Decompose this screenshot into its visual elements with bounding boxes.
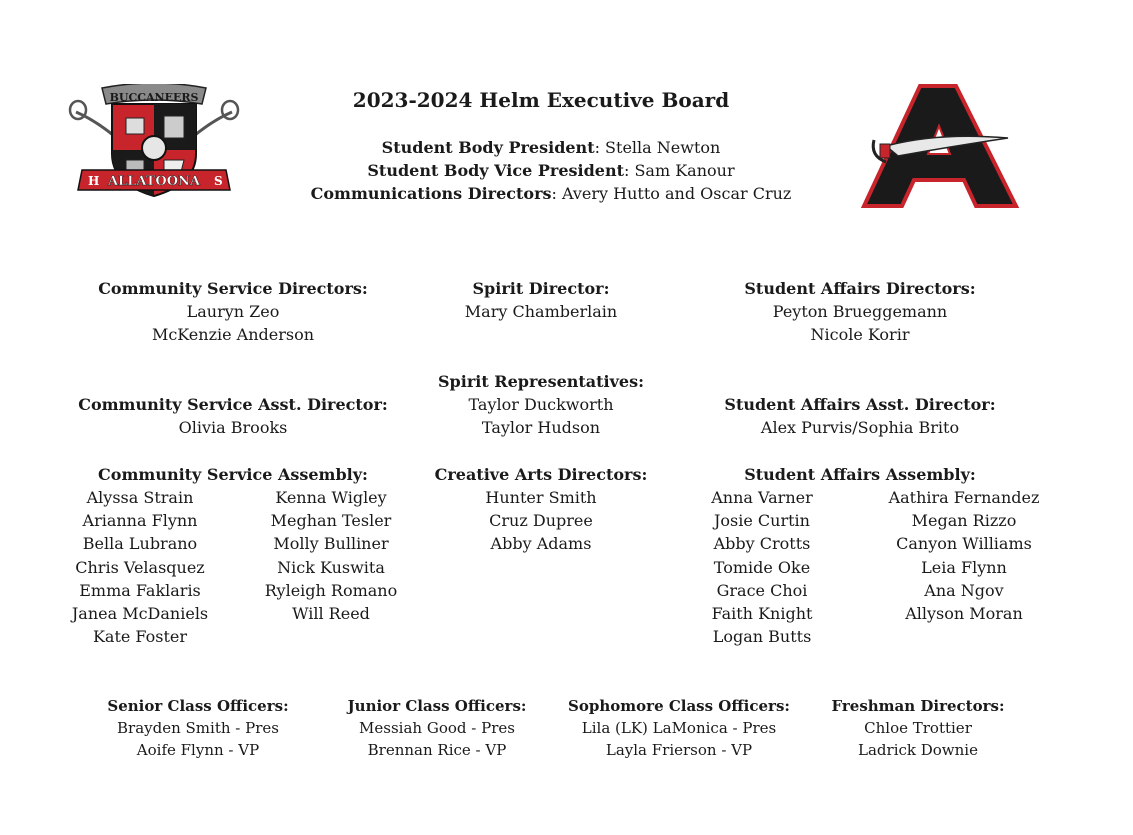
section-heading: Community Service Assembly: <box>98 465 368 484</box>
student-affairs-assembly-heading-wrap <box>710 463 1010 486</box>
section-heading: Freshman Directors: <box>831 697 1005 715</box>
communications-names: : Avery Hutto and Oscar Cruz <box>551 184 792 203</box>
vice-president-name: : Sam Kanour <box>623 161 735 180</box>
member-name: Abby Adams <box>490 534 592 554</box>
member-name: Ryleigh Romano <box>264 580 398 600</box>
member-name: Ana Ngov <box>924 580 1004 600</box>
member-name: Abby Crotts <box>713 534 811 554</box>
member-name: Brayden Smith - Pres <box>117 719 279 737</box>
member-name: Faith Knight <box>711 604 813 624</box>
section-heading: Spirit Representatives: <box>438 372 644 391</box>
student-affairs-assembly-col2 <box>864 486 1064 625</box>
sophomore-class-officers <box>549 695 809 761</box>
student-affairs-assembly-col1 <box>672 486 852 648</box>
member-name: Bella Lubrano <box>82 534 198 554</box>
member-name: Anna Varner <box>711 488 813 507</box>
member-name: Allyson Moran <box>905 604 1023 624</box>
freshman-directors <box>808 695 1028 761</box>
vice-president-label: Student Body Vice President <box>367 161 624 180</box>
page-title: 2023-2024 Helm Executive Board <box>352 88 730 112</box>
section-heading: Community Service Directors: <box>98 279 368 298</box>
junior-class-officers <box>317 695 557 761</box>
member-name: Kate Foster <box>92 627 188 647</box>
student-affairs-directors <box>710 277 1010 346</box>
crest-side-left-text: H <box>88 174 100 188</box>
president-line <box>0 136 1102 159</box>
member-name: Messiah Good - Pres <box>359 719 515 737</box>
crest-bottom-text: ALLATOONA <box>107 174 201 189</box>
creative-arts-directors <box>391 463 691 556</box>
member-name: Canyon Williams <box>896 534 1032 554</box>
crest-side-right-text: S <box>214 174 223 188</box>
member-name: Molly Bulliner <box>273 534 389 554</box>
member-name: Hunter Smith <box>485 488 597 507</box>
community-service-asst-director <box>33 393 433 439</box>
member-name: Olivia Brooks <box>178 418 288 437</box>
member-name: Cruz Dupree <box>489 511 593 531</box>
member-name: Peyton Brueggemann <box>772 302 948 321</box>
member-name: Brennan Rice - VP <box>367 741 507 759</box>
member-name: Aathira Fernandez <box>888 488 1040 507</box>
member-name: Lila (LK) LaMonica - Pres <box>581 719 777 737</box>
member-name: Nick Kuswita <box>277 557 385 577</box>
member-name: Nicole Korir <box>810 325 910 345</box>
section-heading: Senior Class Officers: <box>107 697 289 715</box>
member-name: Megan Rizzo <box>911 511 1017 531</box>
member-name: Janea McDaniels <box>71 604 209 624</box>
member-name: Mary Chamberlain <box>464 302 618 321</box>
member-name: McKenzie Anderson <box>151 325 315 345</box>
member-name: Logan Butts <box>712 627 812 647</box>
vice-president-line <box>0 159 1102 182</box>
member-name: Alyssa Strain <box>86 488 194 507</box>
president-name: : Stella Newton <box>594 138 721 157</box>
section-heading: Community Service Asst. Director: <box>78 395 388 414</box>
senior-class-officers <box>78 695 318 761</box>
member-name: Emma Faklaris <box>79 580 201 600</box>
member-name: Arianna Flynn <box>82 511 198 531</box>
communications-line <box>0 182 1102 205</box>
member-name: Josie Curtin <box>714 511 810 531</box>
spirit-director <box>391 277 691 323</box>
member-name: Meghan Tesler <box>270 511 392 531</box>
section-heading: Student Affairs Assembly: <box>744 465 976 484</box>
member-name: Chloe Trottier <box>864 719 972 737</box>
community-service-assembly-heading-wrap <box>33 463 433 486</box>
section-heading: Student Affairs Directors: <box>744 279 976 298</box>
member-name: Will Reed <box>292 604 370 624</box>
section-heading: Creative Arts Directors: <box>434 465 648 484</box>
member-name: Layla Frierson - VP <box>605 741 753 759</box>
member-name: Leia Flynn <box>921 557 1007 577</box>
section-heading: Spirit Director: <box>472 279 610 298</box>
member-name: Taylor Duckworth <box>468 395 614 414</box>
communications-label: Communications Directors <box>310 184 552 203</box>
crest-top-text: BUCCANEERS <box>109 91 199 104</box>
member-name: Taylor Hudson <box>481 418 601 438</box>
member-name: Aoife Flynn - VP <box>136 741 260 759</box>
section-heading: Junior Class Officers: <box>347 697 527 715</box>
member-name: Tomide Oke <box>713 557 811 577</box>
member-name: Chris Velasquez <box>75 557 205 577</box>
member-name: Kenna Wigley <box>275 488 387 507</box>
member-name: Grace Choi <box>716 580 808 600</box>
section-heading: Sophomore Class Officers: <box>568 697 790 715</box>
section-heading: Student Affairs Asst. Director: <box>724 395 996 414</box>
member-name: Lauryn Zeo <box>186 302 280 321</box>
member-name: Ladrick Downie <box>858 741 978 759</box>
community-service-assembly-col1 <box>40 486 240 648</box>
president-label: Student Body President <box>381 138 595 157</box>
student-affairs-asst-director <box>710 393 1010 439</box>
spirit-representatives <box>391 370 691 439</box>
member-name: Alex Purvis/Sophia Brito <box>760 418 960 437</box>
community-service-directors <box>33 277 433 346</box>
